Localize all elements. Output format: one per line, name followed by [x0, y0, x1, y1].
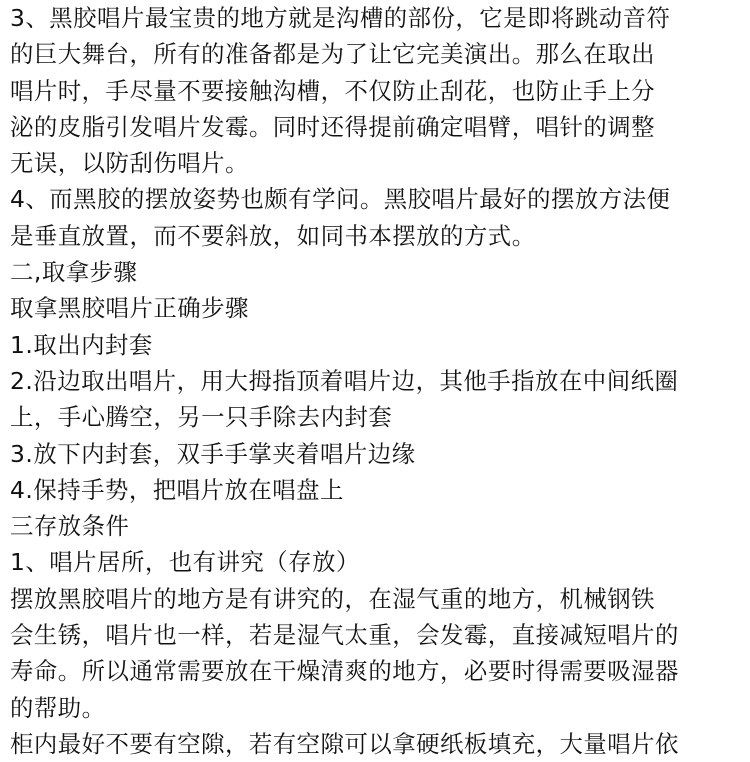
step-1: 1.取出内封套 [10, 330, 153, 359]
storage-item-1: 1、唱片居所，也有讲究（存放） [10, 548, 360, 577]
text-line-7: 是垂直放置，而不要斜放，如同书本摆放的方式。 [10, 221, 536, 250]
document-body [10, 0, 748, 762]
text-line-6: 4、而黑胶的摆放姿势也颇有学问。黑胶唱片最好的摆放方法便 [10, 185, 671, 214]
text-line-20: 的帮助。 [10, 693, 106, 722]
step-2-continued: 上，手心腾空，另一只手除去内封套 [10, 403, 393, 432]
section-heading-take-steps: 二,取拿步骤 [10, 258, 138, 287]
step-4: 4.保持手势，把唱片放在唱盘上 [10, 475, 344, 504]
text-line-17: 摆放黑胶唱片的地方是有讲究的，在湿气重的地方，机械钢铁 [10, 584, 656, 613]
text-line-4: 泌的皮脂引发唱片发霉。同时还得提前确定唱臂，唱针的调整 [10, 112, 656, 141]
step-3: 3.放下内封套，双手手掌夹着唱片边缘 [10, 439, 416, 468]
subheading-correct-steps: 取拿黑胶唱片正确步骤 [10, 294, 249, 323]
text-line-1: 3、黑胶唱片最宝贵的地方就是沟槽的部份，它是即将跳动音符 [10, 4, 671, 32]
text-line-21: 柜内最好不要有空隙，若有空隙可以拿硬纸板填充，大量唱片依 [10, 729, 679, 758]
text-line-3: 唱片时，手尽量不要接触沟槽，不仅防止刮花，也防止手上分 [10, 76, 656, 105]
text-line-5: 无误，以防刮伤唱片。 [10, 149, 249, 178]
section-heading-storage: 三存放条件 [10, 512, 130, 541]
step-2: 2.沿边取出唱片，用大拇指顶着唱片边，其他手指放在中间纸圈 [10, 366, 679, 395]
text-line-19: 寿命。所以通常需要放在干燥清爽的地方，必要时得需要吸湿器 [10, 657, 679, 686]
text-line-18: 会生锈，唱片也一样，若是湿气太重，会发霉，直接减短唱片的 [10, 621, 679, 650]
text-line-2: 的巨大舞台，所有的准备都是为了让它完美演出。那么在取出 [10, 40, 656, 69]
